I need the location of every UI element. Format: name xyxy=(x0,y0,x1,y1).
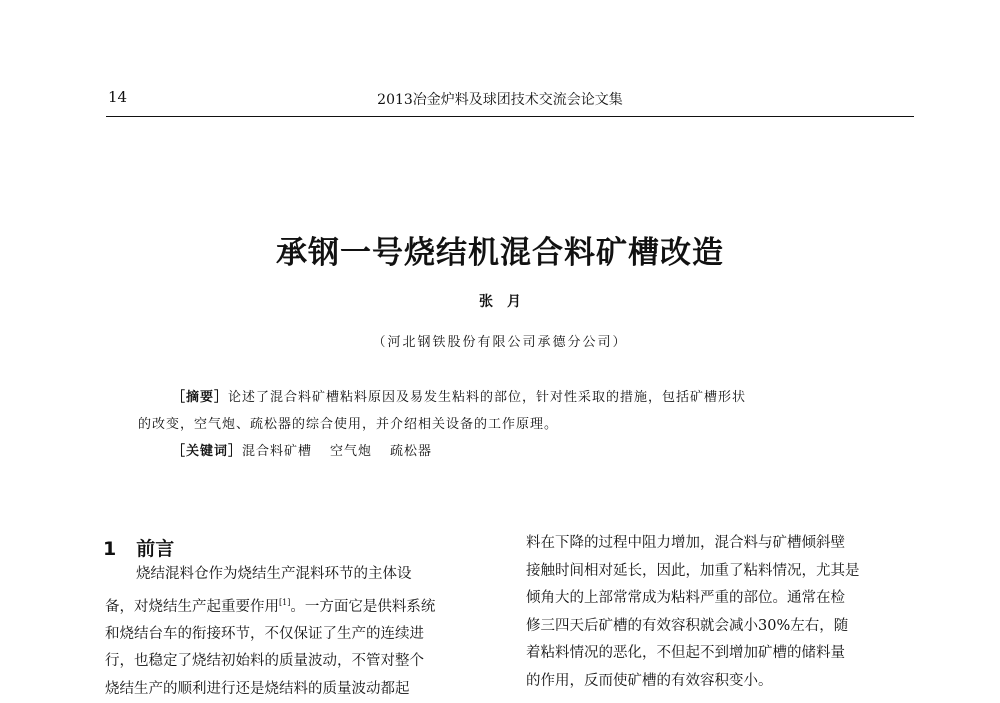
abstract-text-2: 的改变，空气炮、疏松器的综合使用，并介绍相关设备的工作原理。 xyxy=(138,417,559,432)
body-text: 。一方面它是供料系统 xyxy=(290,598,436,615)
keywords-label: ［关键词］ xyxy=(172,444,243,459)
section-title: 前言 xyxy=(136,538,175,560)
affiliation: （河北钢铁股份有限公司承德分公司） xyxy=(372,335,628,350)
abstract-line-1 xyxy=(172,386,746,405)
keyword: 疏松器 xyxy=(390,444,433,459)
section-heading xyxy=(103,534,174,561)
keyword: 空气炮 xyxy=(330,444,373,459)
running-title: 2013冶金炉料及球团技术交流会论文集 xyxy=(377,92,623,108)
page-number: 14 xyxy=(108,88,128,106)
body-line: 烧结混料仓作为烧结生产混料环节的主体设 xyxy=(136,566,412,582)
abstract-line-2 xyxy=(138,413,558,432)
body-line: 行，也稳定了烧结初始料的质量波动，不管对整个 xyxy=(105,653,424,670)
header-rule xyxy=(106,116,914,117)
body-line: 烧结生产的顺利进行还是烧结料的质量波动都起 xyxy=(105,680,410,697)
abstract-text-1: 论述了混合料矿槽粘料原因及易发生粘料的部位，针对性采取的措施，包括矿槽形状 xyxy=(228,390,747,405)
citation: [1] xyxy=(279,597,291,607)
author: 张月 xyxy=(479,294,535,310)
keywords-line xyxy=(172,440,432,459)
body-line: 倾角大的上部常常成为粘料严重的部位。通常在检 xyxy=(526,590,845,606)
body-line: 修三四天后矿槽的有效容积就会减小30%左右，随 xyxy=(526,617,849,634)
abstract-label: ［摘要］ xyxy=(172,390,229,405)
section-number: 1 xyxy=(103,538,117,560)
body-line: 和烧结台车的衔接环节，不仅保证了生产的连续进 xyxy=(105,625,424,642)
body-line: 的作用，反而使矿槽的有效容积变小。 xyxy=(526,672,773,689)
body-line: 接触时间相对延长，因此，加重了粘料情况，尤其是 xyxy=(526,562,860,579)
keyword: 混合料矿槽 xyxy=(242,444,313,459)
body-line xyxy=(105,589,497,621)
body-line: 着粘料情况的恶化，不但起不到增加矿槽的储料量 xyxy=(526,645,845,661)
left-column xyxy=(105,561,497,703)
right-column xyxy=(526,530,924,695)
paper-title: 承钢一号烧结机混合料矿槽改造 xyxy=(276,235,724,271)
body-line: 料在下降的过程中阻力增加，混合料与矿槽倾斜壁 xyxy=(526,535,845,551)
body-text: 备，对烧结生产起重要作用 xyxy=(105,598,279,615)
